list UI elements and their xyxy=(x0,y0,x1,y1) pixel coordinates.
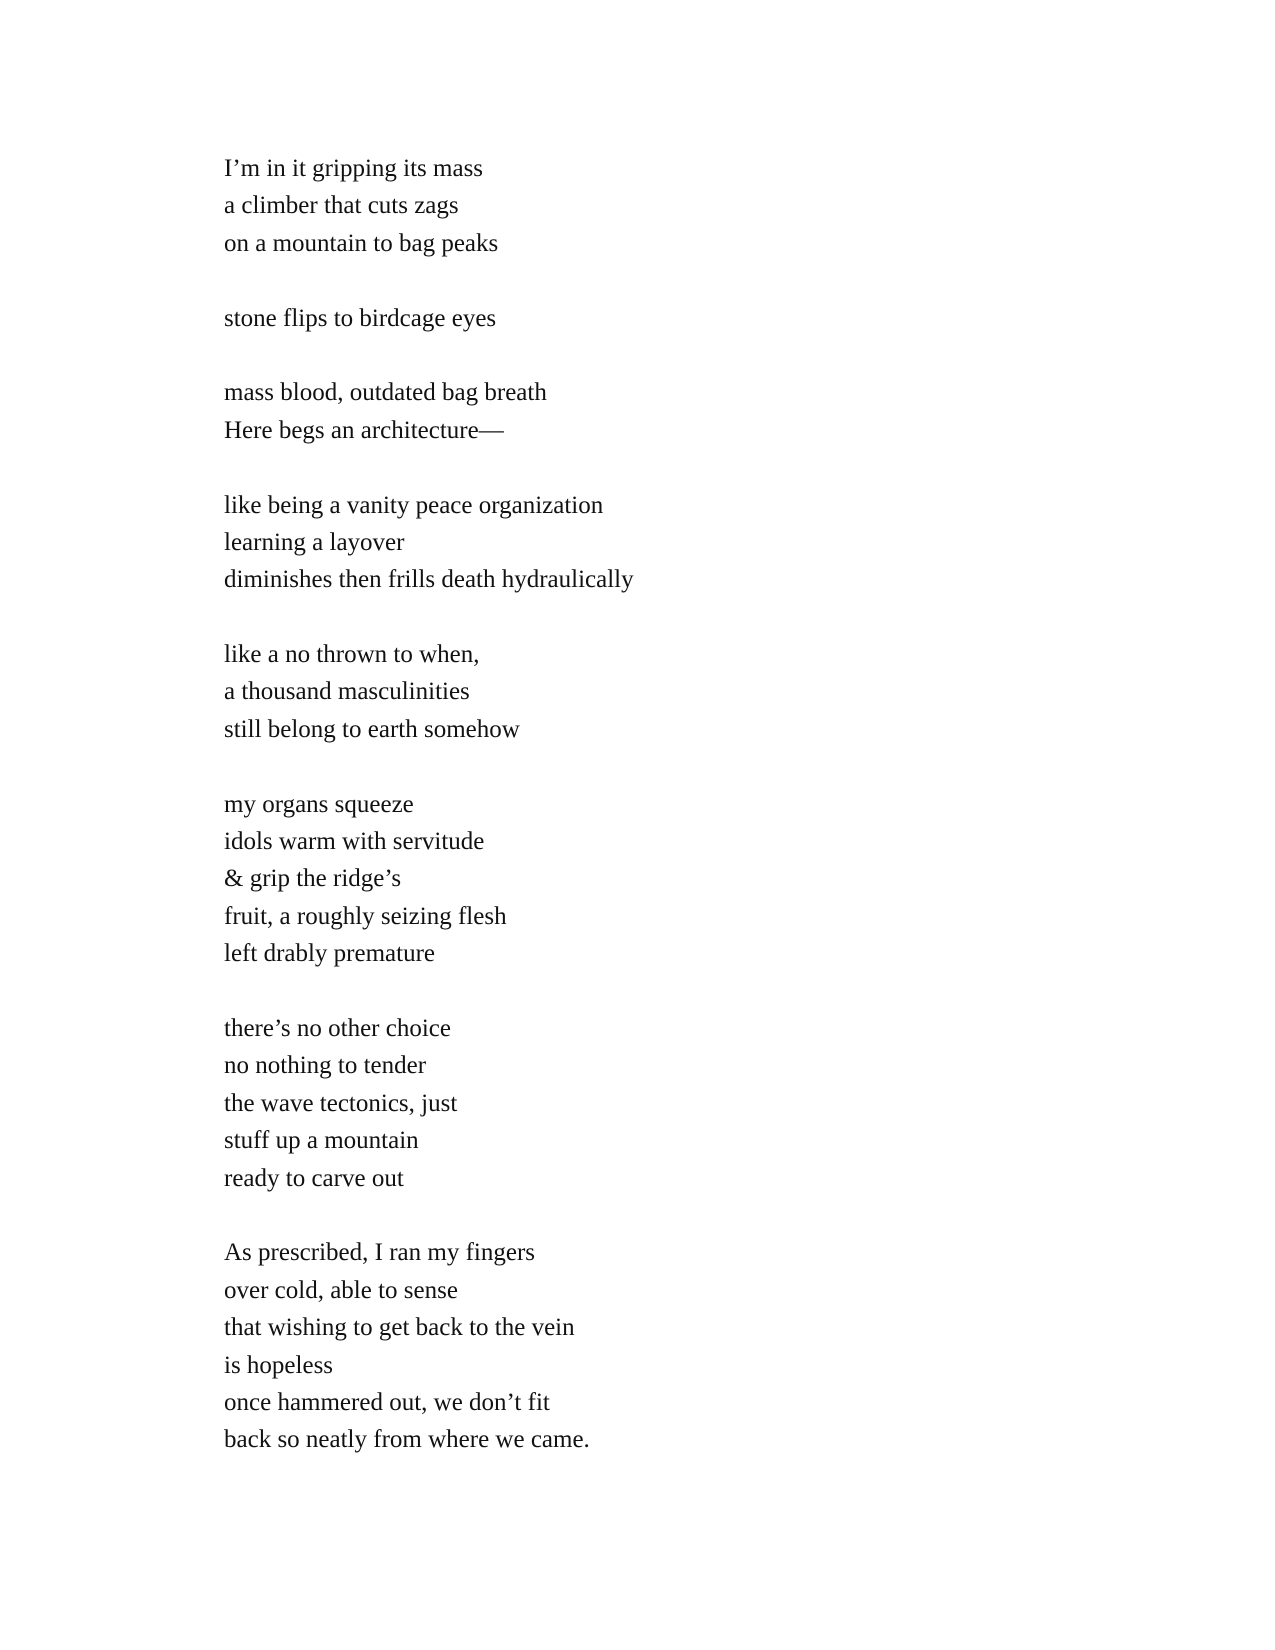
poem-line: once hammered out, we don’t fit xyxy=(224,1388,550,1416)
poem-line: I’m in it gripping its mass xyxy=(224,155,484,182)
poem-line: As prescribed, I ran my fingers xyxy=(224,1239,536,1267)
poem-line: mass blood, outdated bag breath xyxy=(224,379,547,407)
poem-line: no nothing to tender xyxy=(224,1052,427,1080)
poem-line: diminishes then frills death hydraulically xyxy=(224,566,634,594)
stanza-3 xyxy=(224,374,1044,449)
poem-body xyxy=(224,150,1044,1496)
poem-line: stuff up a mountain xyxy=(224,1127,419,1155)
stanza-4 xyxy=(224,487,1044,599)
poem-line: there’s no other choice xyxy=(224,1014,451,1042)
poem-line: idols warm with servitude xyxy=(224,828,485,856)
stanza-5 xyxy=(224,636,1044,748)
poem-line: like being a vanity peace organization xyxy=(224,491,604,519)
poem-line: stone flips to birdcage eyes xyxy=(224,304,497,332)
poem-line: on a mountain to bag peaks xyxy=(224,229,499,257)
poem-line: is hopeless xyxy=(224,1351,334,1379)
poem-line: my organs squeeze xyxy=(224,790,414,818)
poem-line: ready to carve out xyxy=(224,1164,404,1192)
stanza-7 xyxy=(224,1010,1044,1197)
stanza-6 xyxy=(224,786,1044,973)
poem-line: that wishing to get back to the vein xyxy=(224,1314,575,1342)
poem-line: back so neatly from where we came. xyxy=(224,1426,590,1454)
poem-line: a thousand masculinities xyxy=(224,678,470,706)
poem-line: & grip the ridge’s xyxy=(224,865,402,893)
poem-line: over cold, able to sense xyxy=(224,1276,458,1304)
poem-line: still belong to earth somehow xyxy=(224,715,520,743)
poem-line: the wave tectonics, just xyxy=(224,1089,458,1117)
poem-line: left drably premature xyxy=(224,940,436,968)
poem-line: learning a layover xyxy=(224,528,405,556)
stanza-8 xyxy=(224,1234,1044,1458)
poem-line: a climber that cuts zags xyxy=(224,192,459,220)
stanza-2 xyxy=(224,300,1044,337)
poem-line: like a no thrown to when, xyxy=(224,641,480,669)
stanza-1 xyxy=(224,150,1044,262)
poem-line: fruit, a roughly seizing flesh xyxy=(224,902,507,930)
poem-line: Here begs an architecture— xyxy=(224,416,504,444)
